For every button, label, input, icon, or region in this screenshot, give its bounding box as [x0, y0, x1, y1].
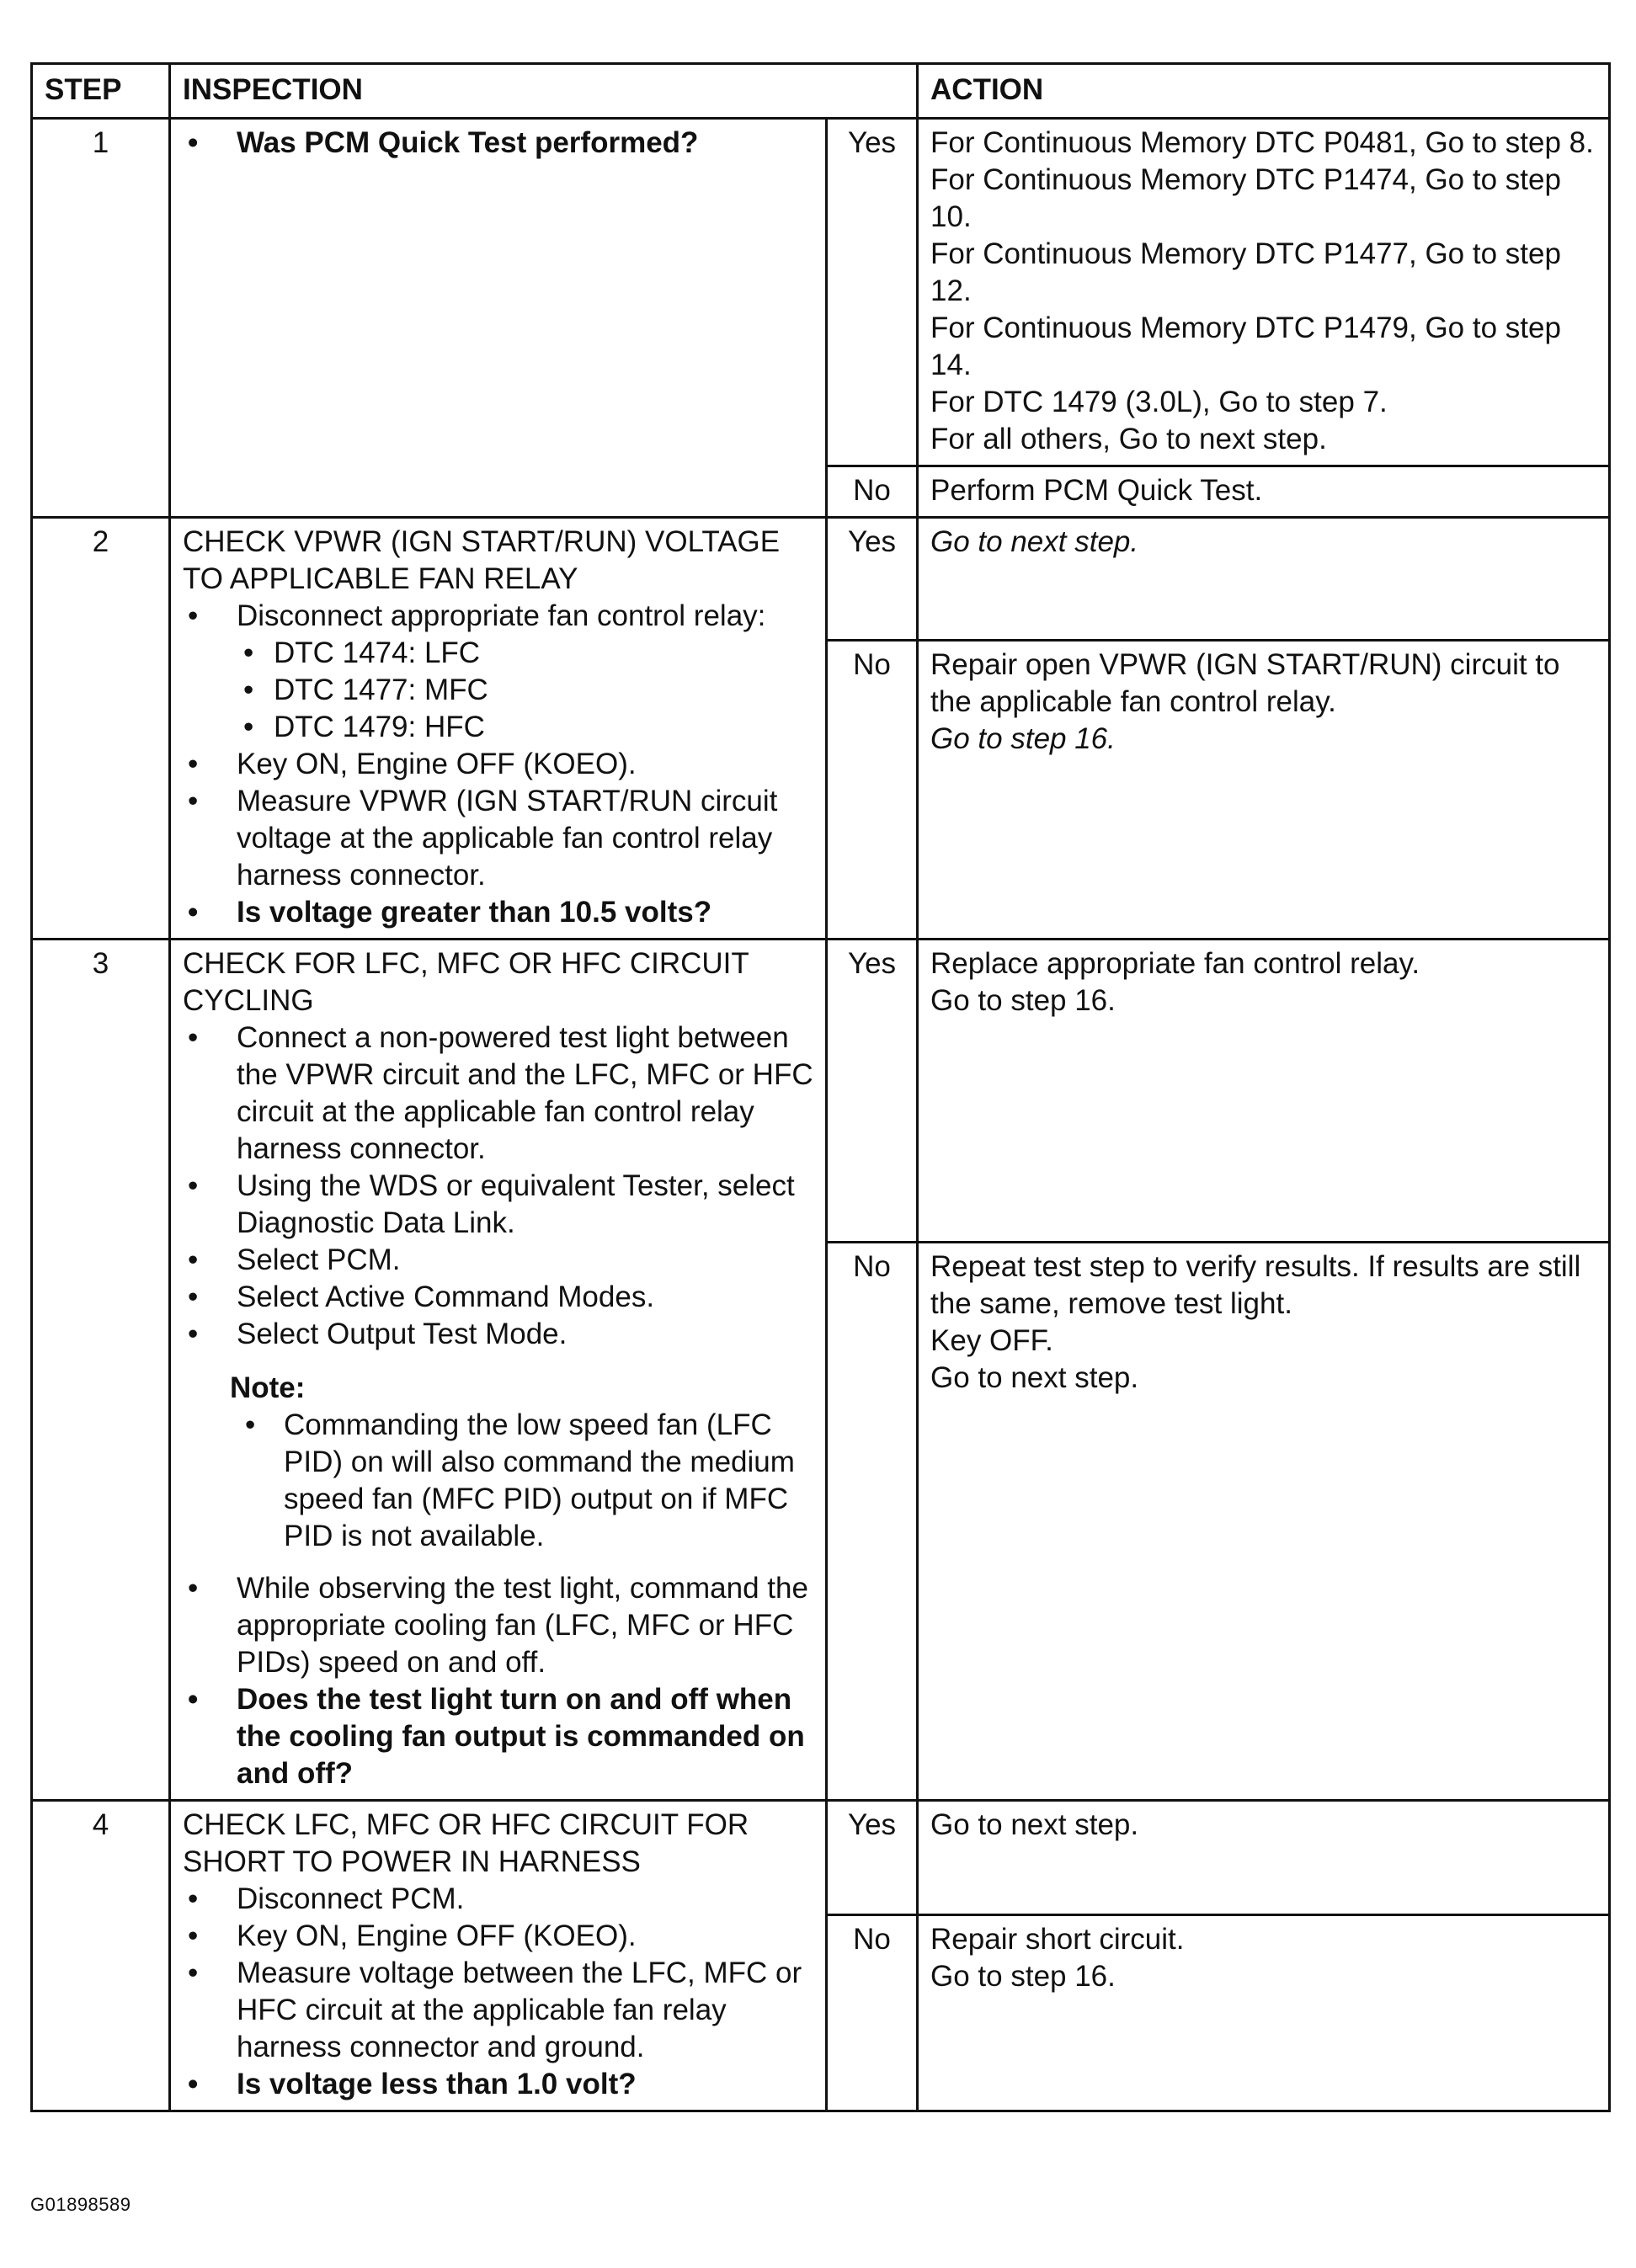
step-2-yes-row [32, 518, 1610, 641]
note-bullet: • Commanding the low speed fan (LFC PID) on will also command the medium speed fan (MFC PID) output on if MFC PID is not available. [230, 1407, 813, 1555]
yes-label: Yes [827, 518, 918, 641]
inspection-bullet [183, 598, 813, 746]
inspection-title: CHECK FOR LFC, MFC OR HFC CIRCUIT CYCLING [183, 947, 749, 1017]
action-line: Key OFF. [930, 1324, 1053, 1358]
inspection-bullet: • Disconnect PCM. [183, 1881, 813, 1918]
action-line: For all others, Go to next step. [930, 423, 1327, 455]
note-title: Note: [230, 1371, 306, 1404]
yes-label: Yes [827, 119, 918, 466]
inspection-bullet: • Select PCM. [183, 1242, 813, 1279]
inspection-title: CHECK LFC, MFC OR HFC CIRCUIT FOR SHORT TO POWER IN HARNESS [183, 1808, 749, 1878]
step-3-inspection [170, 940, 827, 1801]
action-line: Repair short circuit. [930, 1922, 1185, 1956]
step-1-yes-action [918, 119, 1610, 466]
note-block [183, 1370, 813, 1555]
action-line: Go to step 16. [930, 1959, 1116, 1993]
sub-bullet: • DTC 1477: MFC [237, 672, 813, 709]
inspection-question: • Was PCM Quick Test performed? [183, 125, 813, 162]
action-line: Go to next step. [930, 525, 1139, 558]
step-number: 1 [32, 119, 170, 518]
action-line: Replace appropriate fan control relay. [930, 947, 1420, 980]
step-3-no-action [918, 1243, 1610, 1801]
step-1-no-action [918, 466, 1610, 518]
step-2-no-action [918, 640, 1610, 939]
action-line: For Continuous Memory DTC P1479, Go to step 14. [930, 311, 1561, 381]
no-label: No [827, 466, 918, 518]
no-label: No [827, 1914, 918, 2111]
inspection-bullet-text: Disconnect appropriate fan control relay: [237, 599, 766, 632]
figure-code: G01898589 [30, 2194, 131, 2215]
inspection-question: • Does the test light turn on and off when the cooling fan output is commanded on and off? [183, 1681, 813, 1792]
inspection-bullet: • Key ON, Engine OFF (KOEO). [183, 746, 813, 783]
step-number: 4 [32, 1801, 170, 2111]
inspection-bullet: • Select Output Test Mode. [183, 1316, 813, 1353]
action-line: Go to next step. [930, 1808, 1139, 1841]
step-4-inspection [170, 1801, 827, 2111]
header-row [32, 64, 1610, 119]
diagnostic-table [30, 62, 1611, 2112]
action-line: Repeat test step to verify results. If results are still the same, remove test light. [930, 1250, 1581, 1321]
action-line: For Continuous Memory DTC P1477, Go to step 12. [930, 237, 1561, 307]
step-3-yes-action [918, 940, 1610, 1243]
step-2-yes-action [918, 518, 1610, 641]
action-line: For Continuous Memory DTC P0481, Go to step 8. [930, 126, 1594, 159]
yes-label: Yes [827, 940, 918, 1243]
step-3-yes-row [32, 940, 1610, 1243]
inspection-bullet: • Measure voltage between the LFC, MFC or HFC circuit at the applicable fan relay harness connector and ground. [183, 1955, 813, 2066]
step-1-inspection [170, 119, 827, 518]
yes-label: Yes [827, 1801, 918, 1915]
inspection-bullet: • Connect a non-powered test light between the VPWR circuit and the LFC, MFC or HFC circuit at the applicable fan control relay harness connector. [183, 1020, 813, 1168]
header-inspection: INSPECTION [170, 64, 918, 119]
inspection-bullet: • Using the WDS or equivalent Tester, select Diagnostic Data Link. [183, 1168, 813, 1242]
action-line: Go to step 16. [930, 984, 1116, 1017]
step-4-yes-row [32, 1801, 1610, 1915]
sub-bullet: • DTC 1479: HFC [237, 709, 813, 746]
action-line: Go to step 16. [930, 721, 1116, 755]
inspection-bullet: • While observing the test light, command the appropriate cooling fan (LFC, MFC or HFC PIDs) speed on and off. [183, 1570, 813, 1681]
step-2-inspection [170, 518, 827, 940]
inspection-bullet: • Key ON, Engine OFF (KOEO). [183, 1918, 813, 1955]
action-line: Perform PCM Quick Test. [930, 474, 1263, 507]
step-number: 3 [32, 940, 170, 1801]
step-4-yes-action [918, 1801, 1610, 1915]
inspection-title: CHECK VPWR (IGN START/RUN) VOLTAGE TO APPLICABLE FAN RELAY [183, 525, 781, 595]
action-line: For DTC 1479 (3.0L), Go to step 7. [930, 386, 1388, 418]
inspection-question: • Is voltage greater than 10.5 volts? [183, 894, 813, 931]
inspection-bullet: • Measure VPWR (IGN START/RUN circuit voltage at the applicable fan control relay harness connector. [183, 783, 813, 894]
step-4-no-action [918, 1914, 1610, 2111]
inspection-question: • Is voltage less than 1.0 volt? [183, 2066, 813, 2103]
no-label: No [827, 1243, 918, 1801]
no-label: No [827, 640, 918, 939]
step-1-yes-row [32, 119, 1610, 466]
sub-bullet: • DTC 1474: LFC [237, 635, 813, 672]
inspection-bullet: • Select Active Command Modes. [183, 1279, 813, 1316]
header-step: STEP [32, 64, 170, 119]
step-number: 2 [32, 518, 170, 940]
header-action: ACTION [918, 64, 1610, 119]
action-line: For Continuous Memory DTC P1474, Go to step 10. [930, 163, 1561, 233]
action-line: Repair open VPWR (IGN START/RUN) circuit to the applicable fan control relay. [930, 647, 1560, 718]
action-line: Go to next step. [930, 1361, 1139, 1395]
